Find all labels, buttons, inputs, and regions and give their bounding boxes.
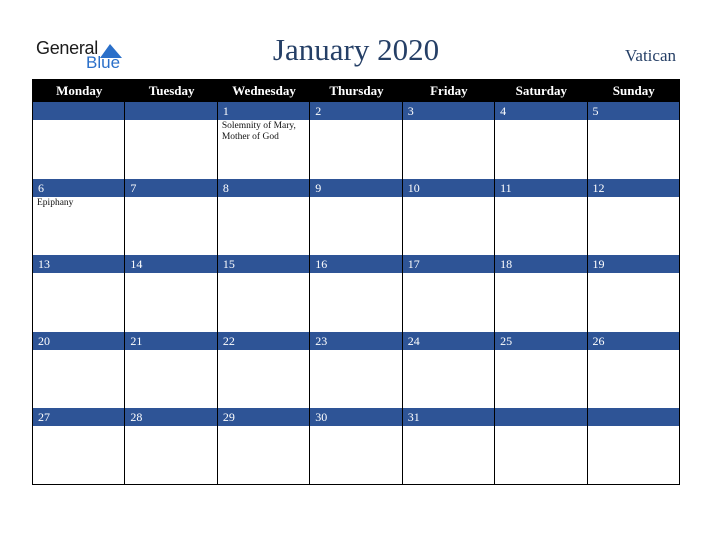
day-number: 13 (33, 255, 124, 273)
day-body (310, 273, 401, 332)
day-number: 3 (403, 102, 494, 120)
week-row (33, 179, 680, 256)
day-body (218, 197, 309, 256)
weekday-header: Friday (430, 83, 468, 98)
day-cell (33, 408, 125, 485)
day-number: 27 (33, 408, 124, 426)
day-cell (125, 102, 217, 179)
day-number: 28 (125, 408, 216, 426)
day-cell (403, 102, 495, 179)
weekday-header: Sunday (612, 83, 655, 98)
day-body (125, 426, 216, 485)
day-number (588, 408, 679, 426)
day-number (495, 408, 586, 426)
weekday-header: Saturday (515, 83, 567, 98)
logo-text-blue: Blue (86, 53, 121, 72)
day-number: 18 (495, 255, 586, 273)
day-cell (310, 408, 402, 485)
day-body (588, 197, 679, 256)
day-body (218, 350, 309, 409)
day-cell (495, 102, 587, 179)
day-cell (218, 255, 310, 332)
day-body (588, 273, 679, 332)
day-body (495, 426, 586, 485)
day-number: 26 (588, 332, 679, 350)
day-body (588, 426, 679, 485)
day-cell (218, 332, 310, 409)
week-row (33, 255, 680, 332)
day-number: 31 (403, 408, 494, 426)
weekday-header: Thursday (329, 83, 384, 98)
day-body (588, 350, 679, 409)
day-cell (495, 332, 587, 409)
day-cell (125, 332, 217, 409)
day-cell (403, 408, 495, 485)
day-cell (588, 255, 680, 332)
day-cell (495, 408, 587, 485)
day-body (495, 197, 586, 256)
week-row (33, 102, 680, 179)
calendar-grid (32, 79, 680, 485)
day-body (125, 120, 216, 179)
weekday-header-row (33, 79, 680, 102)
calendar-title: January 2020 (272, 32, 440, 67)
day-body (125, 350, 216, 409)
weekday-header: Wednesday (232, 83, 296, 98)
day-number: 24 (403, 332, 494, 350)
day-body (495, 350, 586, 409)
day-cell (33, 255, 125, 332)
day-cell (310, 179, 402, 256)
day-cell (125, 179, 217, 256)
day-body (310, 350, 401, 409)
day-body (403, 120, 494, 179)
day-body (495, 120, 586, 179)
day-body (310, 197, 401, 256)
weekday-header: Tuesday (148, 83, 195, 98)
day-number: 15 (218, 255, 309, 273)
day-number: 20 (33, 332, 124, 350)
week-row (33, 332, 680, 409)
day-cell (495, 255, 587, 332)
day-body (403, 197, 494, 256)
day-body (403, 273, 494, 332)
day-body (33, 197, 124, 256)
day-number: 21 (125, 332, 216, 350)
day-number: 6 (33, 179, 124, 197)
day-number: 25 (495, 332, 586, 350)
day-number: 7 (125, 179, 216, 197)
day-cell (310, 102, 402, 179)
day-body (218, 426, 309, 485)
day-number: 8 (218, 179, 309, 197)
day-number: 14 (125, 255, 216, 273)
day-number: 12 (588, 179, 679, 197)
day-cell (125, 408, 217, 485)
day-number: 11 (495, 179, 586, 197)
day-number (125, 102, 216, 120)
day-cell (310, 255, 402, 332)
day-cell (125, 255, 217, 332)
day-body (218, 273, 309, 332)
day-body (310, 426, 401, 485)
day-number: 22 (218, 332, 309, 350)
day-body (33, 120, 124, 179)
day-number: 29 (218, 408, 309, 426)
day-body (218, 120, 309, 179)
country-label: Vatican (625, 46, 676, 65)
day-number: 1 (218, 102, 309, 120)
holiday-label: Solemnity of Mary, Mother of God (221, 121, 296, 142)
day-cell (588, 332, 680, 409)
day-cell (218, 179, 310, 256)
day-body (33, 273, 124, 332)
day-body (310, 120, 401, 179)
day-cell (218, 408, 310, 485)
day-cell (218, 102, 310, 179)
day-number: 4 (495, 102, 586, 120)
day-number: 23 (310, 332, 401, 350)
day-cell (588, 408, 680, 485)
day-body (125, 197, 216, 256)
day-cell (33, 179, 125, 256)
logo-text-general: General (36, 38, 98, 58)
day-number: 17 (403, 255, 494, 273)
day-body (33, 426, 124, 485)
day-number: 10 (403, 179, 494, 197)
weekday-header: Monday (56, 83, 103, 98)
day-number: 16 (310, 255, 401, 273)
day-body (495, 273, 586, 332)
day-body (403, 350, 494, 409)
day-cell (403, 255, 495, 332)
day-body (403, 426, 494, 485)
day-body (588, 120, 679, 179)
day-cell (403, 179, 495, 256)
day-number: 9 (310, 179, 401, 197)
day-number: 19 (588, 255, 679, 273)
holiday-label: Epiphany (37, 197, 74, 208)
day-cell (588, 102, 680, 179)
day-number: 30 (310, 408, 401, 426)
day-number (33, 102, 124, 120)
day-number: 2 (310, 102, 401, 120)
day-cell (310, 332, 402, 409)
day-cell (33, 332, 125, 409)
day-number: 5 (588, 102, 679, 120)
day-cell (403, 332, 495, 409)
day-cell (33, 102, 125, 179)
day-cell (495, 179, 587, 256)
day-cell (588, 179, 680, 256)
day-body (33, 350, 124, 409)
day-body (125, 273, 216, 332)
week-row (33, 408, 680, 485)
